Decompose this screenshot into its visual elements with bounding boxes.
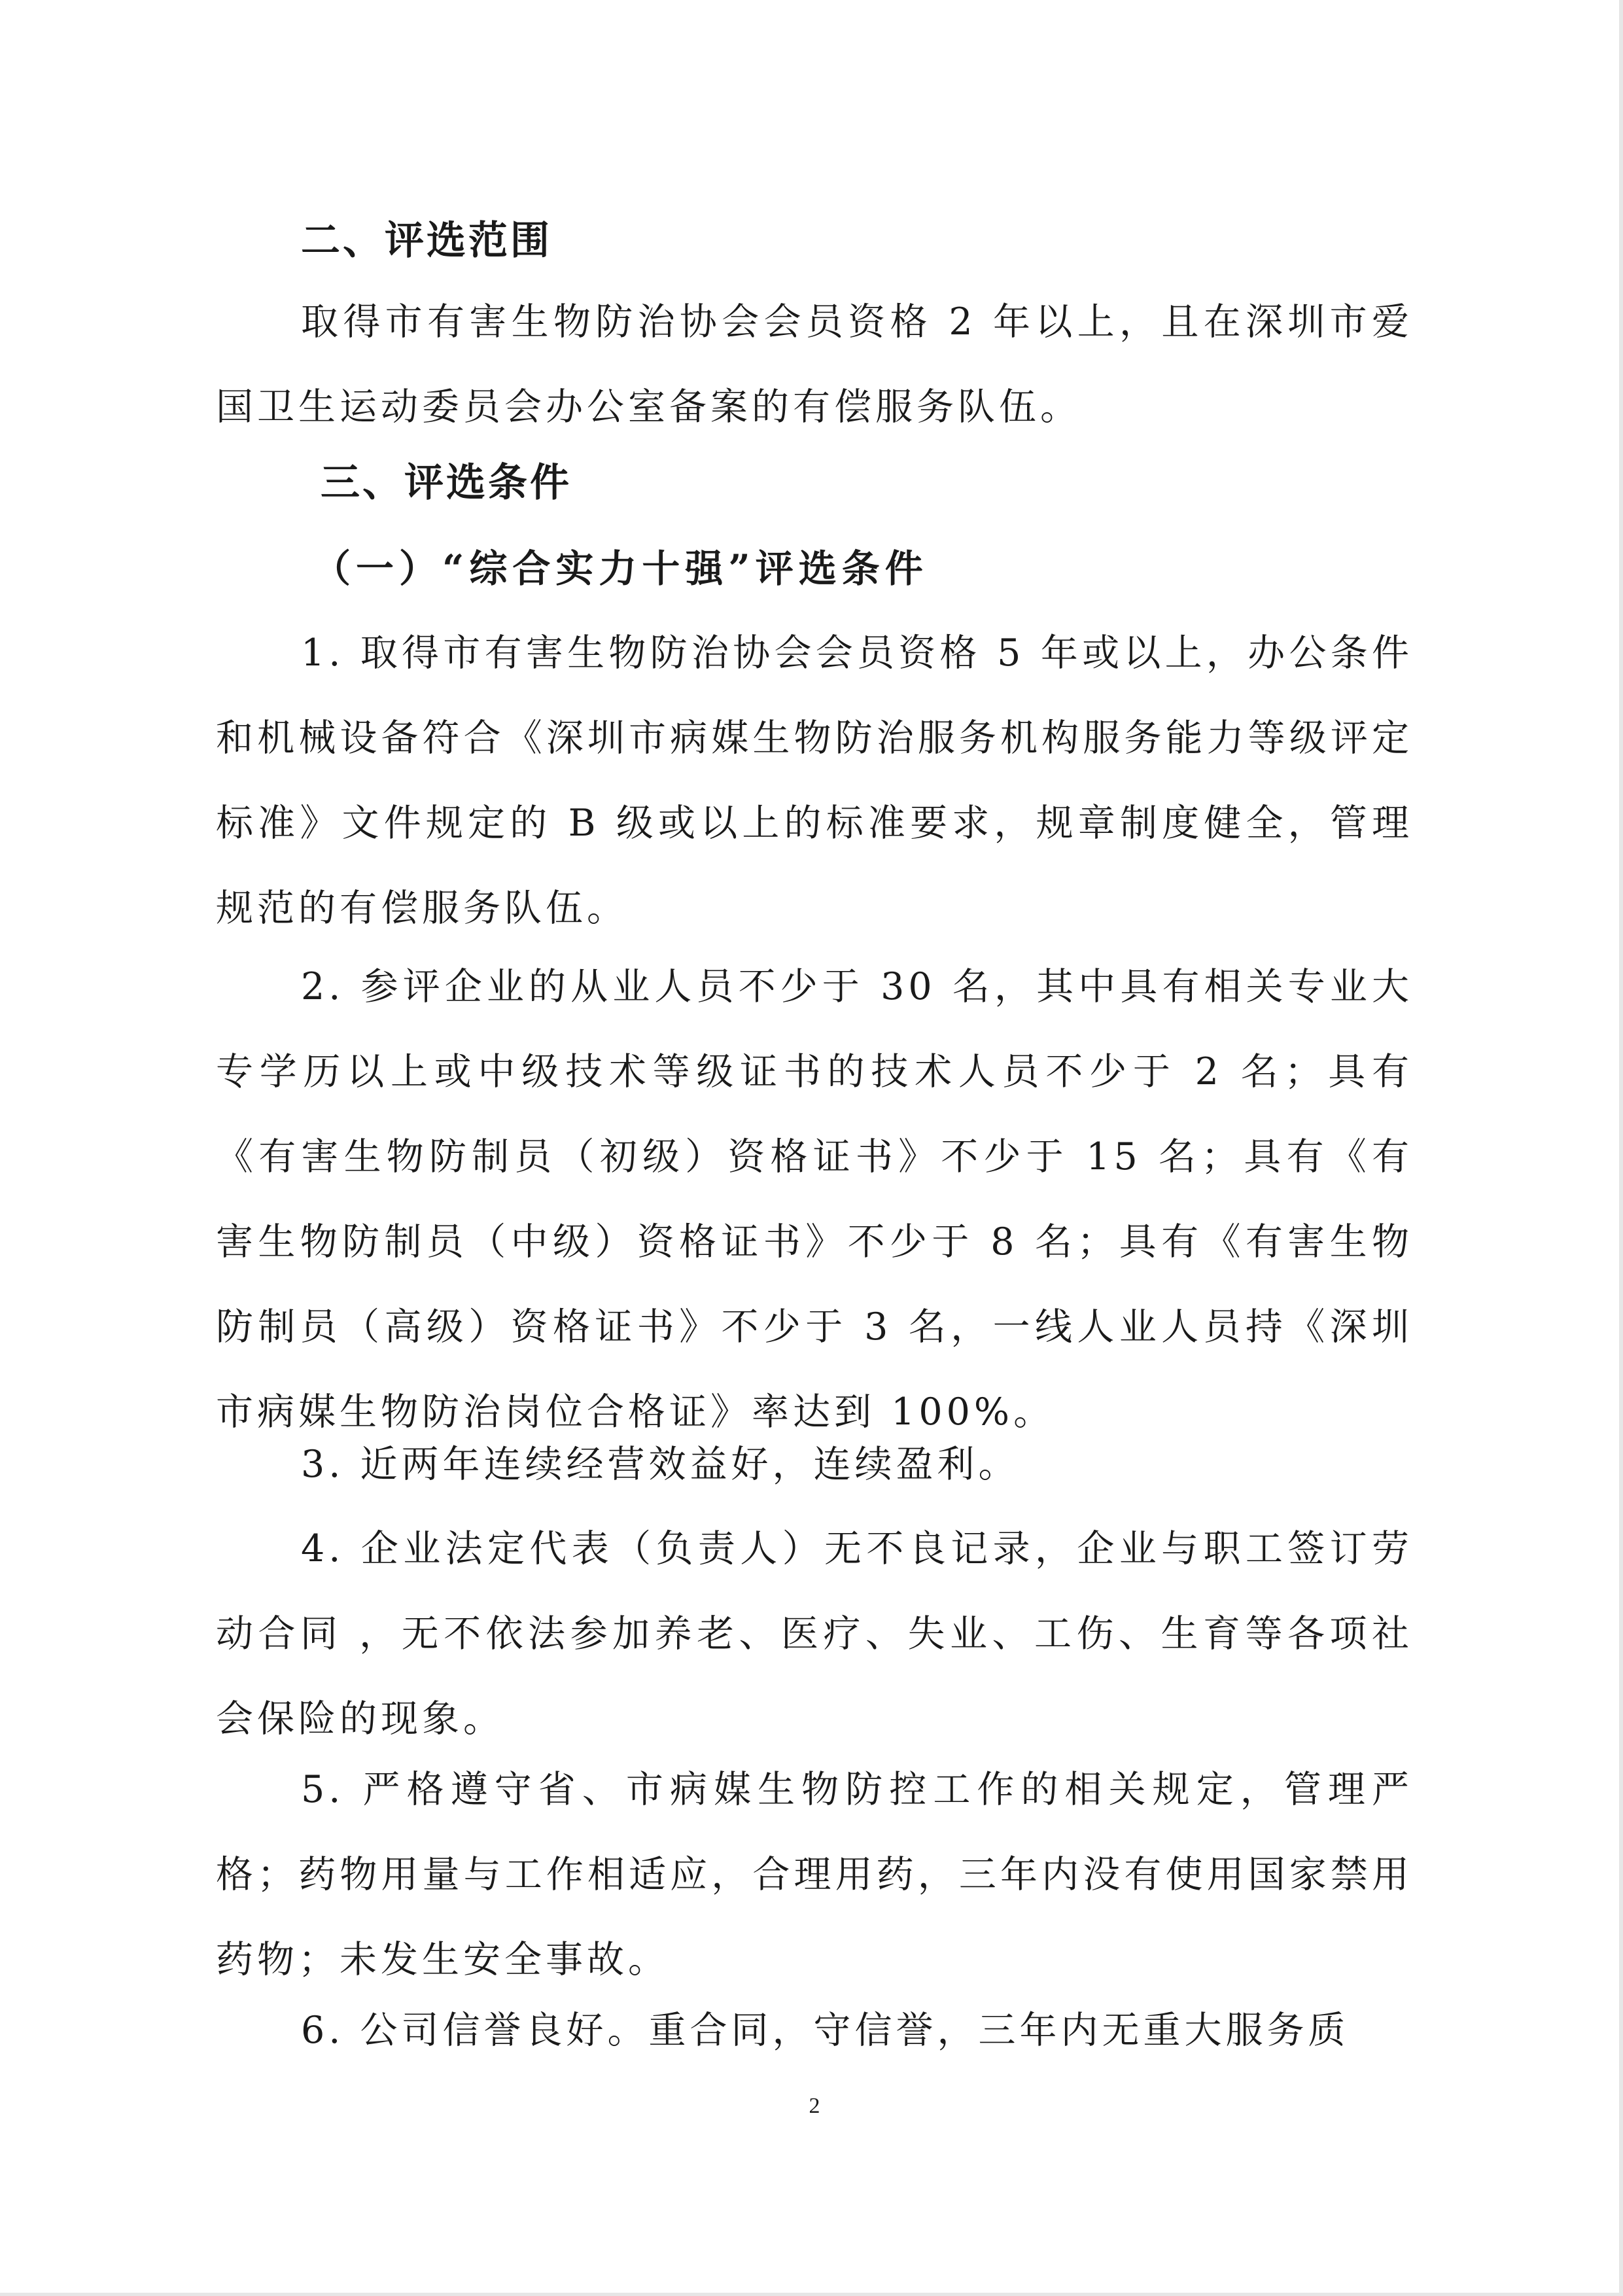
section-3-heading: 三、评选条件 — [321, 460, 572, 506]
list-item-condition-1: 1. 取得市有害生物防治协会会员资格 5 年或以上，办公条件和机械设备符合《深圳市病媒生物防治服务机构服务能力等级评定标准》文件规定的 B 级或以上的标准要求，规章制度健全，管理规范的有偿服务队伍。 — [216, 631, 1413, 930]
scan-edge-bottom — [0, 2293, 1623, 2296]
list-item-condition-5: 5. 严格遵守省、市病媒生物防控工作的相关规定，管理严格；药物用量与工作相适应，合理用药，三年内没有使用国家禁用药物；未发生安全事故。 — [216, 1768, 1413, 1981]
page-number: 2 — [809, 2094, 820, 2118]
scan-edge-right — [1619, 0, 1623, 2296]
list-item-condition-2: 2. 参评企业的从业人员不少于 30 名，其中具有相关专业大专学历以上或中级技术等级证书的技术人员不少于 2 名；具有《有害生物防制员（初级）资格证书》不少于 15 名；具有《有害生物防制员（中级）资格证书》不少于 8 名；具有《有害生物防制员（高级）资格证书》不少于 3 名，一线人业人员持《深圳市病媒生物防治岗位合格证》率达到 100%。 — [216, 965, 1413, 1434]
list-item-condition-3: 3. 近两年连续经营效益好，连续盈利。 — [301, 1443, 1020, 1486]
section-2-paragraph: 取得市有害生物防治协会会员资格 2 年以上，且在深圳市爱国卫生运动委员会办公室备案的有偿服务队伍。 — [216, 300, 1413, 429]
subsection-1-heading: （一）“综合实力十强”评选条件 — [313, 546, 928, 591]
list-item-condition-6: 6. 公司信誉良好。重合同，守信誉，三年内无重大服务质 — [301, 2009, 1350, 2052]
section-2-heading: 二、评选范围 — [301, 218, 552, 264]
list-item-condition-4: 4. 企业法定代表（负责人）无不良记录，企业与职工签订劳动合同 ，无不依法参加养老、医疗、失业、工伤、生育等各项社会保险的现象。 — [216, 1527, 1413, 1740]
